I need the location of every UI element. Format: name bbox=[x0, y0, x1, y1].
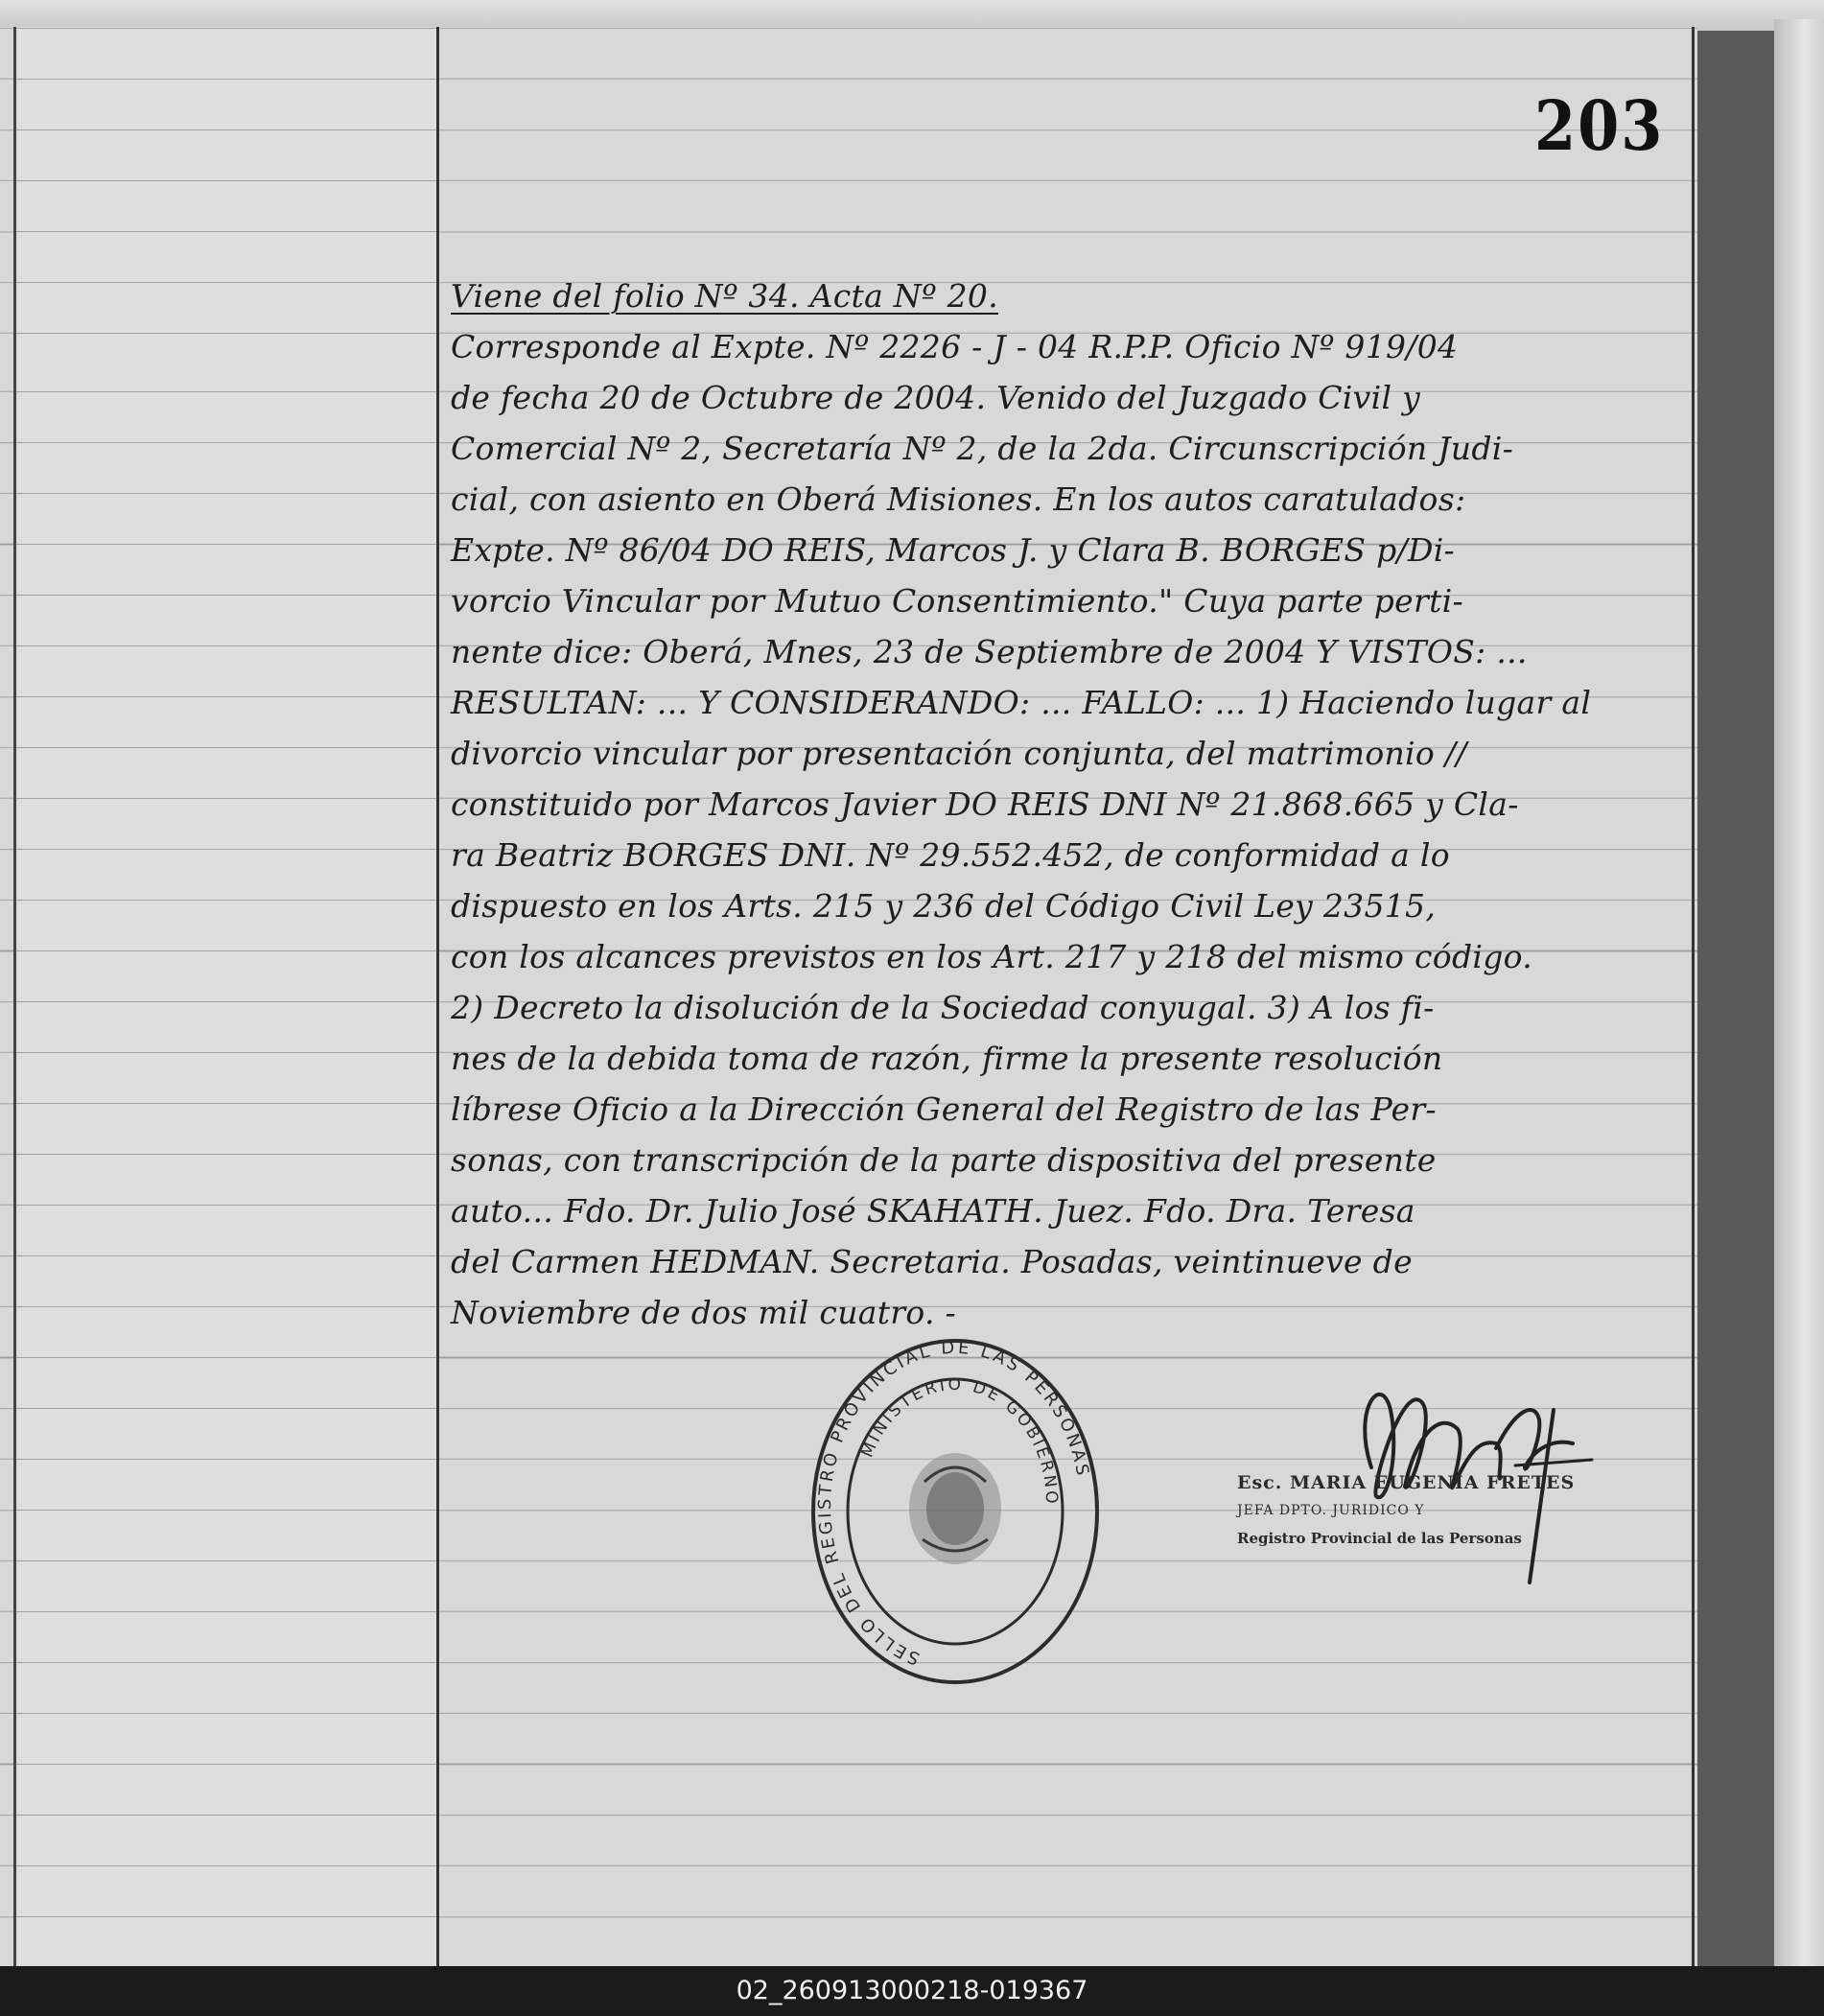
entry-line: Noviembre de dos mil cuatro. - bbox=[451, 1294, 956, 1331]
entry-line: RESULTAN: ... Y CONSIDERANDO: ... FALLO: ... 1) Haciendo lugar al bbox=[451, 684, 1592, 721]
entry-heading: Viene del folio Nº 34. Acta Nº 20. bbox=[451, 277, 999, 315]
image-id-caption: 02_260913000218-019367 bbox=[0, 1966, 1824, 2016]
entry-line: Comercial Nº 2, Secretaría Nº 2, de la 2da. Circunscripción Judi- bbox=[451, 430, 1514, 467]
entry-line: del Carmen HEDMAN. Secretaria. Posadas, veintinueve de bbox=[451, 1243, 1413, 1280]
entry-line: de fecha 20 de Octubre de 2004. Venido del Juzgado Civil y bbox=[451, 379, 1421, 416]
entry-line: con los alcances previstos en los Art. 217 y 218 del mismo código. bbox=[451, 938, 1533, 975]
seal-inner-text: MINISTERIO DE GOBIERNO bbox=[857, 1374, 1062, 1507]
right-edge bbox=[1774, 19, 1824, 1966]
margin-rule bbox=[436, 27, 439, 1966]
signatory-title: JEFA DPTO. JURIDICO Y bbox=[1237, 1503, 1425, 1518]
entry-line: nente dice: Oberá, Mnes, 23 de Septiembre de 2004 Y VISTOS: ... bbox=[451, 633, 1528, 670]
entry-line: dispuesto en los Arts. 215 y 236 del Código Civil Ley 23515, bbox=[451, 887, 1437, 925]
signatory-name: Esc. MARIA EUGENIA FRETES bbox=[1237, 1472, 1576, 1493]
left-border-line bbox=[13, 27, 16, 1966]
entry-line: vorcio Vincular por Mutuo Consentimiento." Cuya parte perti- bbox=[451, 582, 1463, 620]
entry-line: Corresponde al Expte. Nº 2226 - J - 04 R.P.P. Oficio Nº 919/04 bbox=[451, 328, 1459, 365]
page-number: 203 bbox=[1534, 85, 1665, 167]
entry-line: cial, con asiento en Oberá Misiones. En los autos caratulados: bbox=[451, 481, 1466, 518]
entry-line: ra Beatriz BORGES DNI. Nº 29.552.452, de conformidad a lo bbox=[451, 836, 1450, 874]
left-margin-column bbox=[16, 27, 436, 1966]
official-seal bbox=[809, 1338, 1101, 1685]
entry-line: Expte. Nº 86/04 DO REIS, Marcos J. y Clara B. BORGES p/Di- bbox=[451, 531, 1456, 569]
seal-emblem bbox=[909, 1453, 1001, 1564]
entry-line: líbrese Oficio a la Dirección General del Registro de las Per- bbox=[451, 1090, 1437, 1128]
entry-line: constituido por Marcos Javier DO REIS DNI Nº 21.868.665 y Cla- bbox=[451, 785, 1519, 823]
signatory-office: Registro Provincial de las Personas bbox=[1237, 1530, 1522, 1547]
entry-line: auto... Fdo. Dr. Julio José SKAHATH. Juez. Fdo. Dra. Teresa bbox=[451, 1192, 1415, 1230]
entry-line: 2) Decreto la disolución de la Sociedad conyugal. 3) A los fi- bbox=[451, 989, 1435, 1026]
seal-outer-text: SELLO DEL REGISTRO PROVINCIAL DE LAS PERSONAS bbox=[814, 1338, 1093, 1669]
signature-block bbox=[1237, 1472, 1659, 1547]
entry-line: divorcio vincular por presentación conjunta, del matrimonio // bbox=[451, 735, 1467, 772]
entry-line: sonas, con transcripción de la parte dispositiva del presente bbox=[451, 1141, 1437, 1179]
handwritten-entry bbox=[451, 270, 1697, 1338]
entry-line: nes de la debida toma de razón, firme la presente resolución bbox=[451, 1040, 1443, 1077]
